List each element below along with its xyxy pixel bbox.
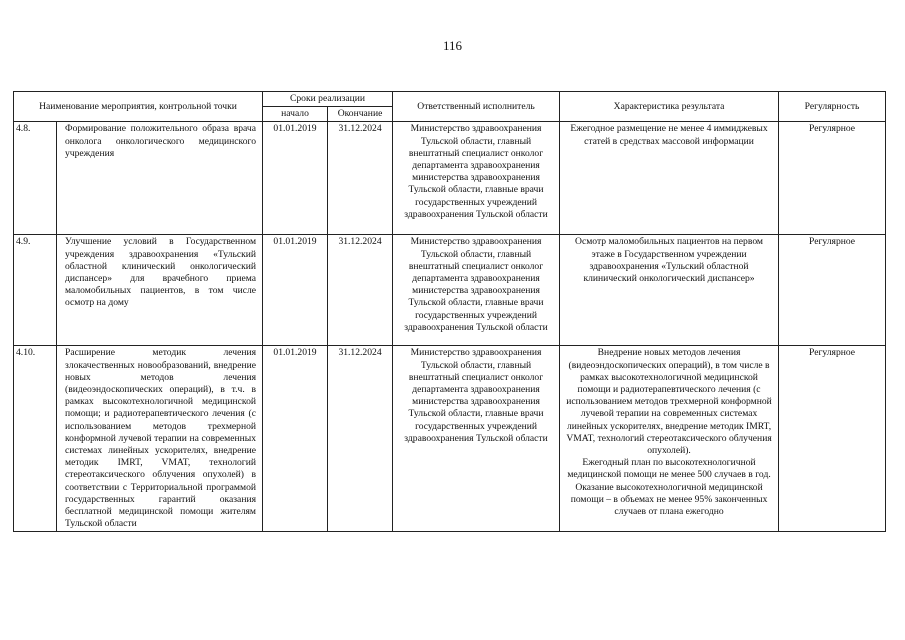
result: Осмотр маломобильных пациентов на первом этаже в Государственном учреждении здравоохранения «Тульский областной клинический онкологический диспансер» — [560, 235, 779, 346]
activities-table — [13, 91, 886, 532]
header-responsible: Ответственный исполнитель — [393, 92, 560, 122]
start-date: 01.01.2019 — [263, 122, 328, 235]
end-date: 31.12.2024 — [328, 235, 393, 346]
result — [560, 346, 779, 532]
header-period: Сроки реализации — [263, 92, 393, 107]
table-row — [14, 235, 886, 346]
activity-name: Улучшение условий в Государственном учреждения здравоохранения «Тульский областной клинический онкологический диспансер» для врачебного приема маломобильных пациентов, в том числе осмотр на дому — [57, 235, 263, 346]
result: Ежегодное размещение не менее 4 иммиджевых статей в средствах массовой информации — [560, 122, 779, 235]
responsible: Министерство здравоохранения Тульской области, главный внештатный специалист онколог департамента здравоохранения министерства здравоохранения Тульской области, главные врачи государственных учреждений здравоохранения Тульской области — [393, 235, 560, 346]
responsible: Министерство здравоохранения Тульской области, главный внештатный специалист онколог департамента здравоохранения министерства здравоохранения Тульской области, главные врачи государственных учреждений здравоохранения Тульской области — [393, 346, 560, 532]
table-row — [14, 122, 886, 235]
activity-name: Расширение методик лечения злокачественных новообразований, внедрение новых методов лечения (видеоэндоскопических операций), в т.ч. в рамках высокотехнологичной медицинской помощи; и радиотерапевтического лечения (с использованием методов трехмерной конформной лучевой терапии на современных системах линейных ускорителях, внедрение методик IMRT, VMAT, технологий стереотаксического облучения опухолей) в соответствии с Территориальной программой государственных гарантий оказания бесплатной медицинской помощи жителям Тульской области — [57, 346, 263, 532]
regularity: Регулярное — [779, 346, 886, 532]
activity-name: Формирование положительного образа врача онколога онкологического медицинского учреждения — [57, 122, 263, 235]
result-part: Ежегодный план по высокотехнологичной медицинской помощи не менее 500 случаев в год. — [567, 457, 771, 481]
result-part: Оказание высокотехнологичной медицинской помощи – в объемах не менее 95% законченных случаев от плана ежегодно — [570, 481, 768, 518]
result-part: Внедрение новых методов лечения (видеоэндоскопических операций), в том числе в рамках высокотехнологичной медицинской помощи и радиотерапевтического лечения (с использованием методов трехмерной конформной лучевой терапии на современных системах линейных ускорителях, внедрение методик IMRT, VMAT, технологий стереотаксического облучения опухолей). — [566, 347, 772, 457]
header-end: Окончание — [328, 107, 393, 122]
table-row — [14, 346, 886, 532]
start-date: 01.01.2019 — [263, 346, 328, 532]
end-date: 31.12.2024 — [328, 122, 393, 235]
header-start: начало — [263, 107, 328, 122]
row-number: 4.8. — [14, 122, 57, 235]
header-result: Характеристика результата — [560, 92, 779, 122]
row-number: 4.10. — [14, 346, 57, 532]
header-regularity: Регулярность — [779, 92, 886, 122]
end-date: 31.12.2024 — [328, 346, 393, 532]
page-number: 116 — [442, 38, 463, 53]
header-name: Наименование мероприятия, контрольной точки — [14, 92, 263, 122]
start-date: 01.01.2019 — [263, 235, 328, 346]
regularity: Регулярное — [779, 122, 886, 235]
row-number: 4.9. — [14, 235, 57, 346]
regularity: Регулярное — [779, 235, 886, 346]
responsible: Министерство здравоохранения Тульской области, главный внештатный специалист онколог департамента здравоохранения министерства здравоохранения Тульской области, главные врачи государственных учреждений здравоохранения Тульской области — [393, 122, 560, 235]
